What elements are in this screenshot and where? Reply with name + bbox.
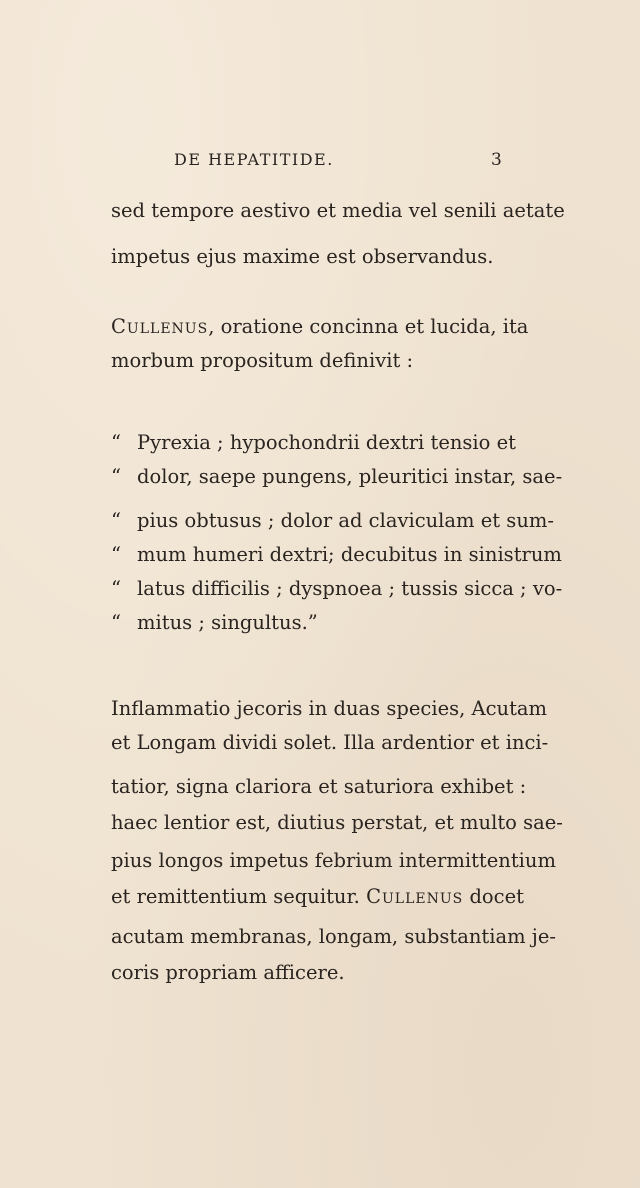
quote-mark: “ — [111, 611, 121, 634]
text-line: acutam membranas, longam, substantiam je- — [111, 925, 556, 948]
text-line: morbum propositum definivit : — [111, 349, 414, 372]
quote-mark: “ — [111, 431, 121, 454]
author-name: Cullenus — [111, 315, 209, 338]
running-title: DE HEPATITIDE. — [174, 150, 334, 169]
closing-quote-mark: ” — [307, 611, 318, 634]
running-head — [0, 150, 640, 174]
quote-mark: “ — [111, 509, 121, 532]
text-line: pius longos impetus febrium intermittentium — [111, 849, 556, 872]
quote-line: “ Pyrexia ; hypochondrii dextri tensio et — [111, 431, 516, 454]
text-line: et Longam dividi solet. Illa ardentior et inci- — [111, 731, 549, 754]
text-line: haec lentior est, diutius perstat, et multo sae- — [111, 811, 563, 834]
text-line: sed tempore aestivo et media vel senili aetate — [111, 199, 565, 222]
text-line: coris propriam afficere. — [111, 961, 345, 984]
quote-line: “ pius obtusus ; dolor ad claviculam et sum- — [111, 509, 554, 532]
text-line: Cullenus, oratione concinna et lucida, ita — [111, 315, 529, 338]
quote-line: “ dolor, saepe pungens, pleuritici instar, sae- — [111, 465, 563, 488]
quote-line: “ mum humeri dextri; decubitus in sinistrum — [111, 543, 562, 566]
text-line: impetus ejus maxime est observandus. — [111, 245, 494, 268]
quote-mark: “ — [111, 465, 121, 488]
text-line: Inflammatio jecoris in duas species, Acutam — [111, 697, 548, 720]
page-number: 3 — [491, 150, 502, 170]
author-name: Cullenus — [366, 885, 464, 908]
text-line: et remittentium sequitur. Cullenus docet — [111, 885, 524, 908]
quote-mark: “ — [111, 543, 121, 566]
text-line: tatior, signa clariora et saturiora exhibet : — [111, 775, 527, 798]
quote-line: “ mitus ; singultus.” — [111, 611, 318, 634]
quote-mark: “ — [111, 577, 121, 600]
quote-line: “ latus difficilis ; dyspnoea ; tussis sicca ; vo- — [111, 577, 563, 600]
